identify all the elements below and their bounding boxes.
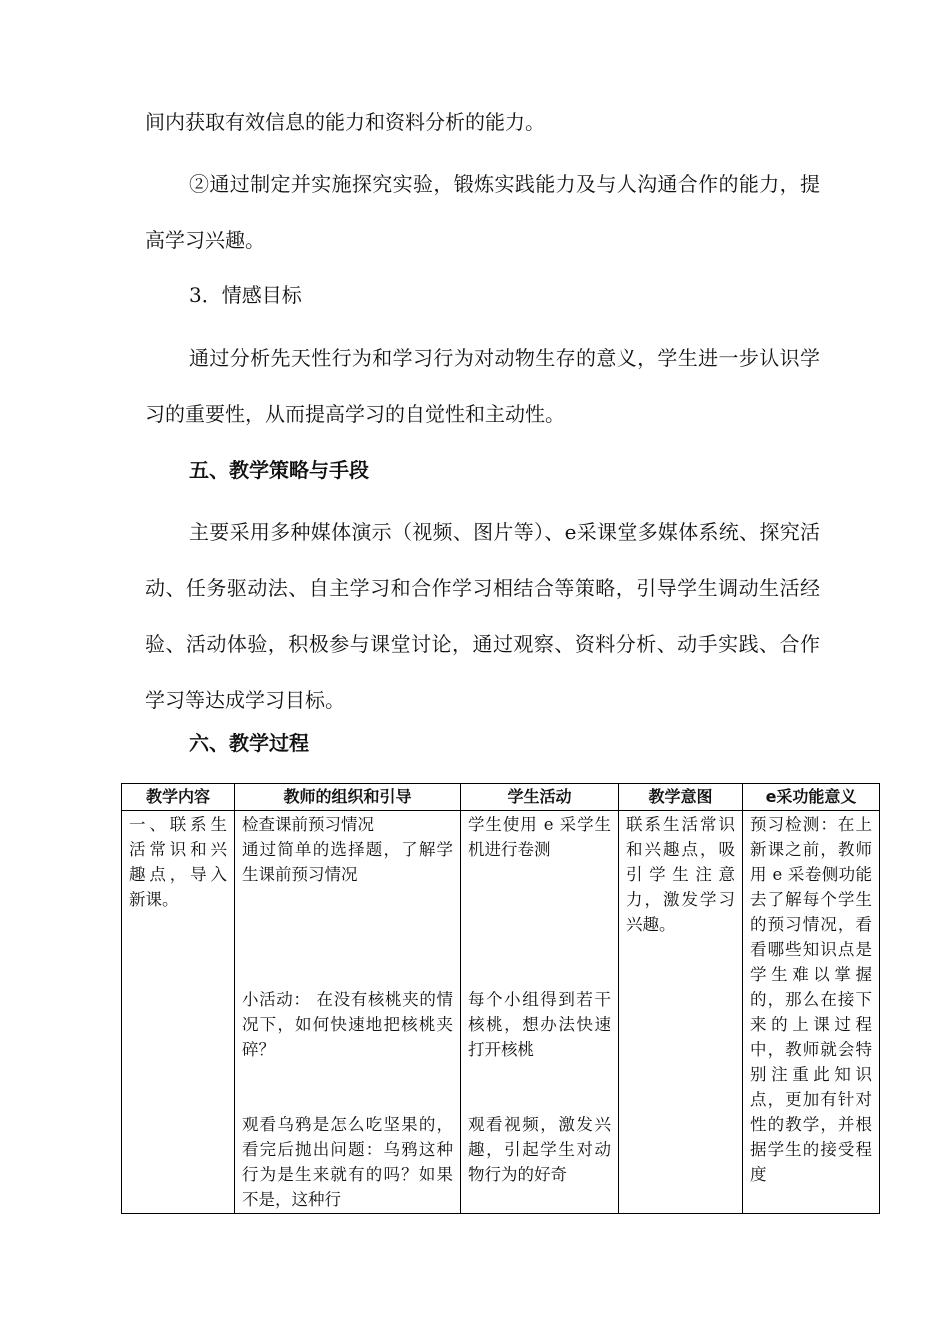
paragraph-strategy: 主要采用多种媒体演示（视频、图片等）、e采课堂多媒体系统、探究活动、任务驱动法、自主学习和合作学习相结合等策略，引导学生调动生活经验、活动体验，积极参与课堂讨论，通过观察、资料分析、动手实践、合作学习等达成学习目标。 xyxy=(145,520,820,712)
header-ecai: e采功能意义 xyxy=(743,784,880,811)
heading-process: 六、教学过程 xyxy=(189,731,309,755)
section-emotion-goal: 3．情感目标 xyxy=(189,283,302,307)
paragraph-emotion: 通过分析先天性行为和学习行为对动物生存的意义，学生进一步认识学习的重要性，从而提高学习的自觉性和主动性。 xyxy=(145,346,820,426)
table-header-row xyxy=(122,784,880,811)
heading-strategy: 五、教学策略与手段 xyxy=(189,458,369,482)
cell-teacher xyxy=(235,811,461,1214)
paragraph-practice: ②通过制定并实施探究实验，锻炼实践能力及与人沟通合作的能力，提高学习兴趣。 xyxy=(145,172,820,252)
teaching-process-table xyxy=(121,783,880,1214)
teacher-quiz: 通过简单的选择题，了解学生课前预习情况 xyxy=(242,840,453,884)
cell-content: 一、联系生活常识和兴趣点，导入新课。 xyxy=(122,811,235,1214)
student-video: 观看视频，激发兴趣，引起学生对动物行为的好奇 xyxy=(468,1115,611,1184)
header-teacher: 教师的组织和引导 xyxy=(235,784,461,811)
cell-student xyxy=(461,811,619,1214)
cell-ecai: 预习检测：在上新课之前，教师用 e 采卷侧功能去了解每个学生的预习情况，看看哪些知识点是学生难以掌握的，那么在接下来的上课过程中，教师就会特别注重此知识点，更加有针对性的教学，并根据学生的接受程度 xyxy=(743,811,880,1214)
teacher-activity: 小活动： 在没有核桃夹的情况下，如何快速地把核桃夹碎？ xyxy=(242,990,453,1059)
header-content: 教学内容 xyxy=(122,784,235,811)
teacher-check-preview: 检查课前预习情况 xyxy=(242,815,374,834)
table-row xyxy=(122,811,880,1214)
header-intent: 教学意图 xyxy=(619,784,743,811)
teacher-video: 观看乌鸦是怎么吃坚果的，看完后抛出问题：乌鸦这种行为是生来就有的吗？如果不是，这种行 xyxy=(242,1115,453,1209)
student-activity: 每个小组得到若干核桃，想办法快速打开核桃 xyxy=(468,990,611,1059)
student-quiz: 学生使用 e 采学生机进行卷测 xyxy=(468,815,611,859)
paragraph-ability: 间内获取有效信息的能力和资料分析的能力。 xyxy=(145,110,545,134)
cell-intent: 联系生活常识和兴趣点，吸引学生注意力，激发学习兴趣。 xyxy=(619,811,743,1214)
header-student: 学生活动 xyxy=(461,784,619,811)
